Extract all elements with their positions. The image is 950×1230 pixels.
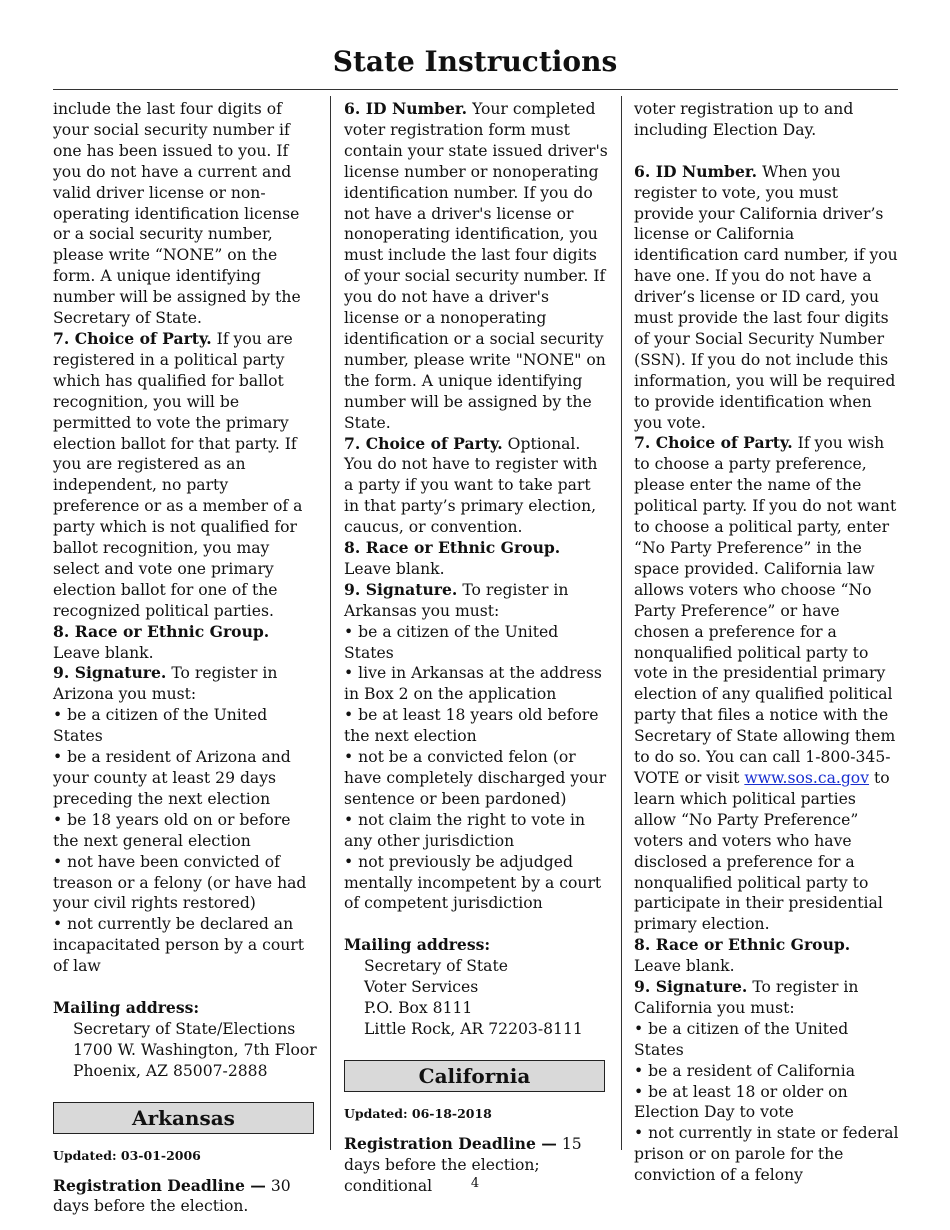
list-item: • not claim the right to vote in any other jurisdiction [344,810,586,850]
signature-section [344,580,609,622]
mailing-address-heading: Mailing address: [344,935,491,955]
list-item: • not have been convicted of treason or a felony (or have had your civil rights restored) [53,852,307,913]
section-text: To register in Arizona you must: [53,664,278,704]
race-section [344,538,609,580]
section-text: To register in Arkansas you must: [344,580,569,620]
updated-date: Updated: 06-18-2018 [344,1105,492,1121]
column-divider [621,96,622,1150]
id-number-continued: include the last four digits of your social security number if one has been issued to you. If you do not have a current and valid driver license or non-operating identification license or a social security number, please write “NONE” on the form. A unique identifying number will be assigned by the Secretary of State. [53,100,301,328]
section-text: If you are registered in a political party which has qualified for ballot recognition, you will be permitted to vote the primary election ballot for that party. If you are registered as an independent, no party preference or as a member of a party which is not qualified for ballot recognition, you may select and vote one primary election ballot for one of the recognized political parties. [53,329,303,620]
address-line: Phoenix, AZ 85007-2888 [73,1061,268,1080]
list-item: • be at least 18 or older on Election Day to vote [634,1082,848,1122]
race-section [634,935,899,977]
section-text: Leave blank. [344,559,445,578]
section-text: If you wish to choose a party preference, please enter the name of the political party. If you do not want to choose a political party, enter “No Party Preference” in the space provided. California law allows voters who choose “No Party Preference” or have chosen a preference for a nonqualified political party to vote in the presidential primary election of any qualified political party that files a notice with the Secretary of State allowing them to do so. You can call 1-800-345-VOTE or visit [634,434,897,787]
section-heading: 8. Race or Ethnic Group. [53,621,270,641]
section-text: To register in California you must: [634,978,859,1017]
list-item: • not currently in state or federal prison or on parole for the conviction of a felony [634,1124,899,1185]
column-right [634,99,899,1186]
choice-of-party-section [344,434,609,539]
section-text: Optional. You do not have to register with a party if you want to take part in that party’s primary election, caucus, or convention. [344,434,598,537]
section-text: 15 days before the election; conditional [344,1134,582,1195]
section-heading: 9. Signature. [634,977,748,997]
id-number-section [634,162,899,434]
list-item: • be 18 years old on or before the next general election [53,810,291,850]
section-text: 30 days before the election. [53,1176,291,1216]
section-text: to learn which political parties allow “No Party Preference” voters and voters who have disclosed a preference for a nonqualified political party to participate in their presidential primary election. [634,768,890,934]
address-line: P.O. Box 8111 [364,998,473,1017]
section-heading: Registration Deadline — [53,1175,266,1195]
section-heading: 6. ID Number. [634,161,758,181]
list-item: • be a citizen of the United States [634,1019,849,1059]
address-line: Secretary of State/Elections [73,1019,296,1038]
signature-section [53,663,318,705]
updated-date: Updated: 03-01-2006 [53,1147,201,1163]
registration-deadline-continued: voter registration up to and including Election Day. [634,100,854,139]
section-heading: 7. Choice of Party. [634,433,793,453]
id-number-section [344,99,609,434]
list-item: • be a resident of Arizona and your county at least 29 days preceding the next election [53,748,291,808]
list-item: • not currently be declared an incapacitated person by a court of law [53,915,304,976]
list-item: • be at least 18 years old before the next election [344,706,599,746]
list-item: • not previously be adjudged mentally incompetent by a court of competent jurisdiction [344,852,602,913]
address-line: 1700 W. Washington, 7th Floor [73,1040,317,1059]
list-item: • not be a convicted felon (or have completely discharged your sentence or been pardoned) [344,748,607,808]
choice-of-party-section [53,329,318,622]
column-middle [344,99,609,1196]
sos-website-link[interactable]: www.sos.ca.gov [744,768,870,787]
address-line: Secretary of State [364,957,508,976]
list-item: • live in Arkansas at the address in Box 2 on the application [344,664,602,704]
race-section [53,622,318,664]
section-heading: 7. Choice of Party. [344,433,503,453]
mailing-address-heading: Mailing address: [53,997,200,1017]
list-item: • be a resident of California [634,1061,855,1080]
section-heading: Registration Deadline — [344,1133,557,1153]
section-heading: 8. Race or Ethnic Group. [634,935,851,955]
section-text: When you register to vote, you must provide your California driver’s license or California identification card number, if you have one. If you do not have a driver’s license or ID card, you must provide the last four digits of your Social Security Number (SSN). If you do not include this information, you will be required to provide identification when you vote. [634,162,898,432]
choice-of-party-section [634,433,899,935]
section-text: Leave blank. [53,643,154,662]
section-heading: 7. Choice of Party. [53,328,212,348]
address-line: Voter Services [364,978,479,997]
list-item: • be a citizen of the United States [53,706,268,746]
page-number: 4 [470,1176,480,1191]
column-divider [330,96,331,1150]
state-header-arkansas: Arkansas [53,1102,314,1134]
section-text: Your completed voter registration form must contain your state issued driver's license number or nonoperating identification number. If you do not have a driver's license or nonoperating identification, you must include the last four digits of your social security number. If you do not have a driver's license or a nonoperating identification or a social security number, please write "NONE" on the form. A unique identifying number will be assigned by the State. [344,100,608,432]
section-heading: 9. Signature. [53,663,167,683]
section-heading: 9. Signature. [344,579,458,599]
signature-section [634,977,899,1019]
section-text: Leave blank. [634,957,735,976]
state-header-california: California [344,1060,605,1092]
title-divider [53,89,898,90]
column-left [53,99,318,1217]
page-title: State Instructions [332,45,618,78]
section-heading: 6. ID Number. [344,99,468,118]
list-item: • be a citizen of the United States [344,622,559,662]
section-heading: 8. Race or Ethnic Group. [344,538,561,558]
address-line: Little Rock, AR 72203-8111 [364,1019,583,1038]
